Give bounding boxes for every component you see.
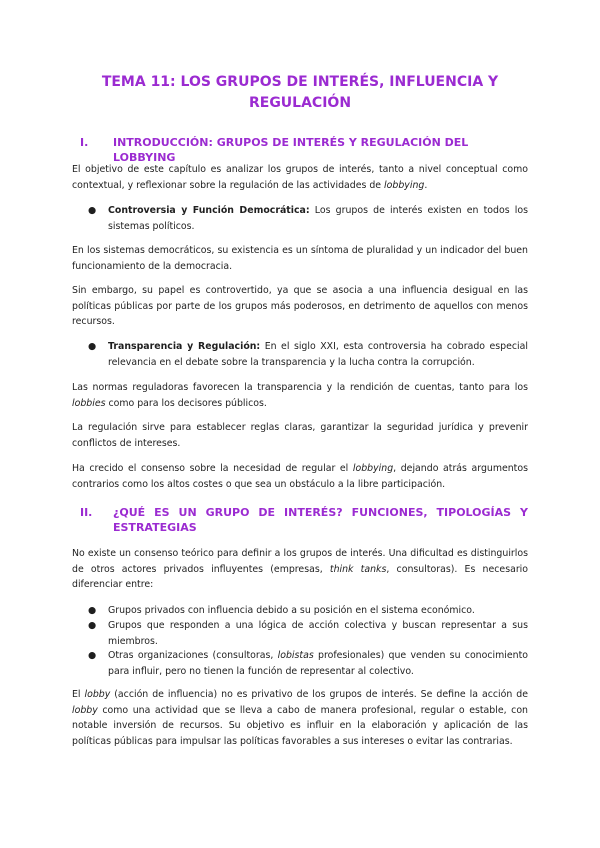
- list-item-text: Grupos que responden a una lógica de acción colectiva y buscan representar a sus miembros.: [108, 620, 528, 647]
- text-run: como para los decisores públicos.: [105, 397, 267, 409]
- text-run: Las normas reguladoras favorecen la transparencia y la rendición de cuentas, tanto para los: [72, 382, 528, 393]
- text-run-italic: lobbying: [384, 179, 425, 191]
- text-run-italic: lobby: [84, 689, 111, 700]
- text-run-bold: Transparencia y Regulación:: [108, 341, 261, 352]
- section-number: II.: [80, 506, 93, 519]
- text-run: El objetivo de este capítulo es analizar los grupos de interés, tanto a nivel conceptual como contextual, y reflexionar sobre la regulación de las actividades de: [72, 164, 528, 191]
- text-run-italic: think tanks: [329, 563, 387, 575]
- text-run-italic: lobistas: [277, 650, 314, 661]
- list-item-text: Grupos privados con influencia debido a su posición en el sistema económico.: [108, 605, 475, 616]
- bullet-icon: ●: [88, 605, 97, 616]
- bullet-icon: ●: [88, 205, 97, 216]
- paragraph: [72, 380, 528, 411]
- text-run: .: [424, 179, 428, 191]
- section-number: I.: [80, 136, 89, 149]
- list-item-text: [108, 339, 528, 370]
- bullet-icon: ●: [88, 620, 97, 631]
- text-run: como una actividad que se lleva a cabo de manera profesional, regular o estable, con notable inversión de recursos. Su objetivo es influir en la elaboración y aplicación de las políticas públicas para impulsar las políticas favorables a sus intereses o evitar las contrarias.: [72, 704, 528, 747]
- bullet-icon: ●: [88, 650, 97, 661]
- text-run: (acción de influencia) no es privativo de los grupos de interés. Se define la acción de: [110, 689, 528, 700]
- text-run: , dejando atrás argumentos contrarios como los altos costes o que sea un obstáculo a la libre participación.: [72, 463, 528, 490]
- section-title: ¿QUÉ ES UN GRUPO DE INTERÉS? FUNCIONES, TIPOLOGÍAS Y ESTRATEGIAS: [113, 506, 528, 534]
- paragraph: Sin embargo, su papel es controvertido, ya que se asocia a una influencia desigual en las políticas públicas por parte de los grupos más poderosos, en detrimento de aquellos con menos recursos.: [72, 285, 528, 328]
- list-item-text: [108, 648, 528, 679]
- text-run: profesionales) que venden su conocimiento para influir, pero no tienen la función de representar al colectivo.: [108, 650, 528, 677]
- paragraph: [72, 162, 528, 193]
- text-run: Otras organizaciones (consultoras,: [108, 650, 278, 661]
- text-run: El: [72, 689, 85, 700]
- list-item-text: [108, 203, 528, 234]
- page-title: TEMA 11: LOS GRUPOS DE INTERÉS, INFLUENCIA Y REGULACIÓN: [101, 74, 499, 111]
- text-run-italic: lobbying: [352, 463, 394, 474]
- paragraph: [72, 461, 528, 492]
- text-run: Ha crecido el consenso sobre la necesidad de regular el: [72, 463, 353, 474]
- section-heading-2: [80, 505, 528, 537]
- bullet-icon: ●: [88, 341, 97, 352]
- paragraph: [72, 546, 528, 593]
- paragraph: [72, 687, 528, 749]
- text-run: Los grupos de interés existen en todos los sistemas políticos.: [108, 205, 528, 232]
- paragraph: La regulación sirve para establecer reglas claras, garantizar la seguridad jurídica y prevenir conflictos de intereses.: [72, 422, 528, 449]
- text-run-italic: lobby: [72, 704, 98, 716]
- text-run: En el siglo XXI, esta controversia ha cobrado especial relevancia en el debate sobre la transparencia y la lucha contra la corrupción.: [108, 341, 528, 368]
- text-run: , consultoras). Es necesario diferenciar entre:: [72, 563, 529, 591]
- section-title: INTRODUCCIÓN: GRUPOS DE INTERÉS Y REGULACIÓN DEL LOBBYING: [113, 136, 469, 164]
- paragraph: En los sistemas democráticos, su existencia es un síntoma de pluralidad y un indicador del buen funcionamiento de la democracia.: [72, 245, 528, 272]
- text-run-italic: lobbies: [72, 397, 106, 409]
- text-run-bold: Controversia y Función Democrática:: [108, 205, 310, 216]
- text-run: No existe un consenso teórico para definir a los grupos de interés. Una dificultad es distinguirlos de otros actores privados influyentes (empresas,: [72, 548, 528, 575]
